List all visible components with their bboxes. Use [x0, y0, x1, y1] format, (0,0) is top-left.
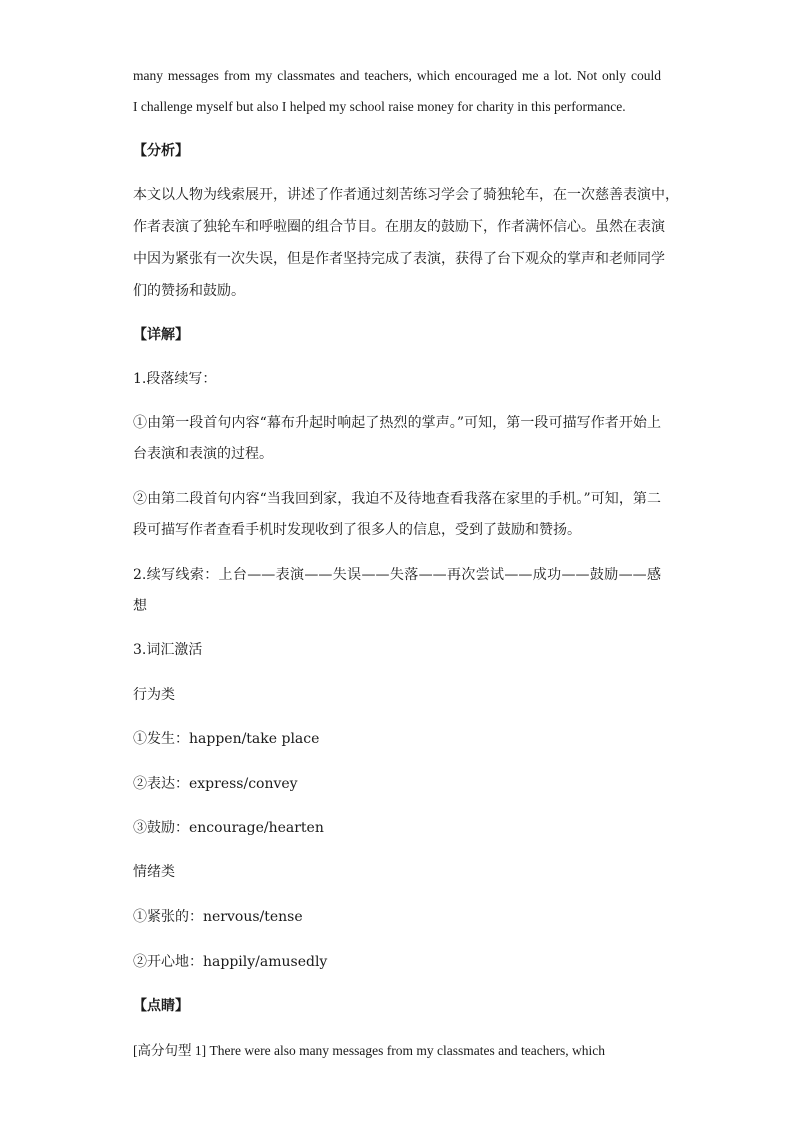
- item2-line-2: 段可描写作者查看手机时发现收到了很多人的信息，受到了鼓励和赞扬。: [133, 522, 581, 538]
- emotion-item-2: ②开心地：happily/amusedly: [133, 954, 328, 970]
- item1-line-1: ①由第一段首句内容“幕布升起时响起了热烈的掌声。”可知，第一段可描写作者开始上: [133, 415, 661, 431]
- item1-line-2: 台表演和表演的过程。: [133, 446, 273, 462]
- highlight-heading: 【点睛】: [133, 998, 189, 1014]
- analysis-line-2: 作者表演了独轮车和呼啦圈的组合节目。在朋友的鼓励下，作者满怀信心。虽然在表演: [133, 219, 665, 235]
- section2-line-1: 2.续写线索：上台——表演——失误——失落——再次尝试——成功——鼓励——感: [133, 567, 661, 583]
- section3-title: 3.词汇激活: [133, 642, 203, 658]
- behavior-item-2: ②表达：express/convey: [133, 776, 298, 792]
- behavior-item-3: ③鼓励：encourage/hearten: [133, 820, 324, 836]
- detail-heading: 【详解】: [133, 327, 189, 343]
- section2-line-2: 想: [133, 598, 147, 614]
- intro-line-2: I challenge myself but also I helped my school raise money for charity in this performance.: [133, 99, 626, 114]
- intro-line-1: many messages from my classmates and teachers, which encouraged me a lot. Not only could: [133, 68, 661, 83]
- item2-line-1: ②由第二段首句内容“当我回到家，我迫不及待地查看我落在家里的手机。”可知，第二: [133, 491, 661, 507]
- analysis-line-3: 中因为紧张有一次失误，但是作者坚持完成了表演，获得了台下观众的掌声和老师同学: [133, 251, 665, 267]
- behavior-title: 行为类: [133, 687, 175, 703]
- analysis-line-4: 们的赞扬和鼓励。: [133, 283, 245, 299]
- emotion-item-1: ①紧张的：nervous/tense: [133, 909, 303, 925]
- behavior-item-1: ①发生：happen/take place: [133, 731, 320, 747]
- analysis-line-1: 本文以人物为线索展开，讲述了作者通过刻苦练习学会了骑独轮车，在一次慈善表演中，: [133, 187, 679, 203]
- section1-title: 1.段落续写：: [133, 371, 217, 387]
- highlight-line-1: [高分句型 1] There were also many messages from my classmates and teachers, which: [133, 1043, 605, 1058]
- analysis-heading: 【分析】: [133, 143, 189, 159]
- emotion-title: 情绪类: [133, 864, 175, 880]
